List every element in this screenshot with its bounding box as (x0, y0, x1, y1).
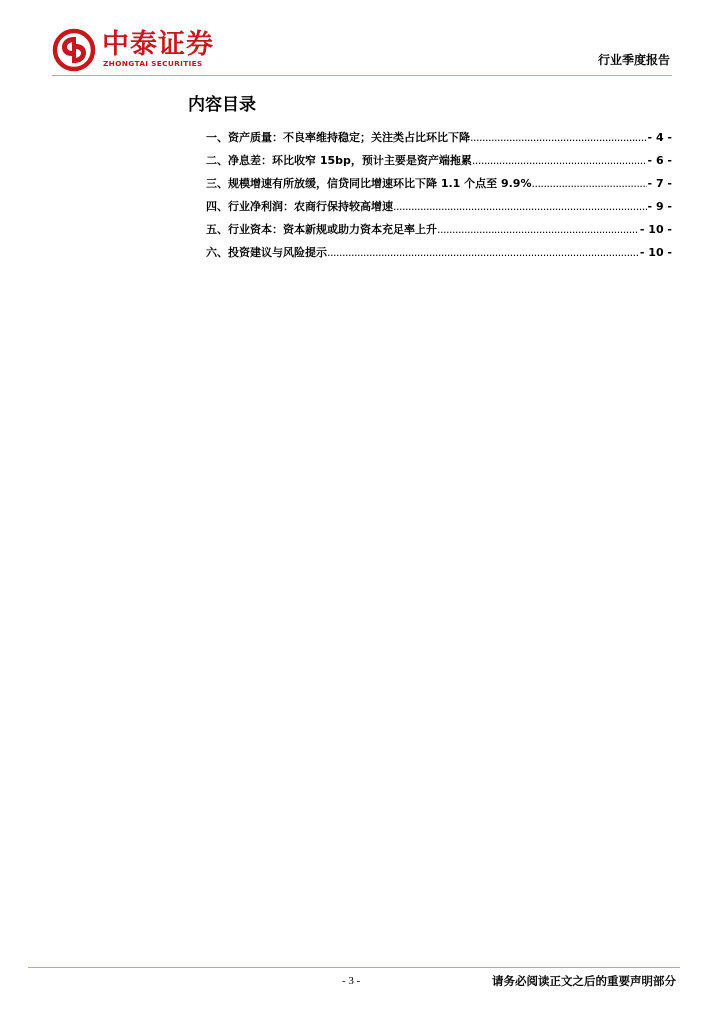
zhongtai-logo-icon (52, 28, 96, 72)
toc-dot-leader (472, 149, 647, 172)
toc-entry[interactable] (206, 172, 672, 195)
page-number: - 3 - (342, 975, 361, 987)
toc-title: 内容目录 (188, 95, 256, 115)
page-header (0, 0, 724, 80)
toc-entry[interactable] (206, 149, 672, 172)
table-of-contents (206, 126, 672, 264)
toc-entry-text: 三、规模增速有所放缓，信贷同比增速环比下降 1.1 个点至 9.9% (206, 177, 532, 190)
toc-dot-leader (437, 218, 639, 241)
footer-disclaimer: 请务必阅读正文之后的重要声明部分 (492, 974, 676, 988)
logo-english-name: ZHONGTAI SECURITIES (103, 59, 203, 68)
toc-entry[interactable] (206, 241, 672, 264)
toc-entry[interactable] (206, 195, 672, 218)
toc-entry-page: - 9 - (647, 200, 672, 213)
toc-dot-leader (327, 241, 639, 264)
logo-chinese-name: 中泰证券 (102, 29, 214, 60)
toc-entry-text: 四、行业净利润：农商行保持较高增速 (206, 200, 393, 213)
toc-dot-leader (531, 172, 646, 195)
toc-entry-text: 六、投资建议与风险提示 (206, 246, 327, 259)
report-type-label: 行业季度报告 (597, 53, 670, 67)
toc-entry[interactable] (206, 218, 672, 241)
toc-entry-text: 一、资产质量：不良率维持稳定；关注类占比环比下降 (206, 131, 470, 144)
toc-dot-leader (393, 195, 647, 218)
toc-entry-text: 二、净息差：环比收窄 15bp，预计主要是资产端拖累 (206, 154, 472, 167)
header-divider (52, 75, 672, 76)
toc-entry-text: 五、行业资本：资本新规或助力资本充足率上升 (206, 223, 437, 236)
toc-entry-page: - 4 - (647, 131, 672, 144)
toc-dot-leader (470, 126, 647, 149)
toc-entry-page: - 10 - (639, 246, 672, 259)
footer-divider (28, 967, 680, 968)
toc-entry[interactable] (206, 126, 672, 149)
toc-entry-page: - 7 - (647, 177, 672, 190)
toc-entry-page: - 6 - (647, 154, 672, 167)
toc-entry-page: - 10 - (639, 223, 672, 236)
company-logo (52, 28, 222, 72)
